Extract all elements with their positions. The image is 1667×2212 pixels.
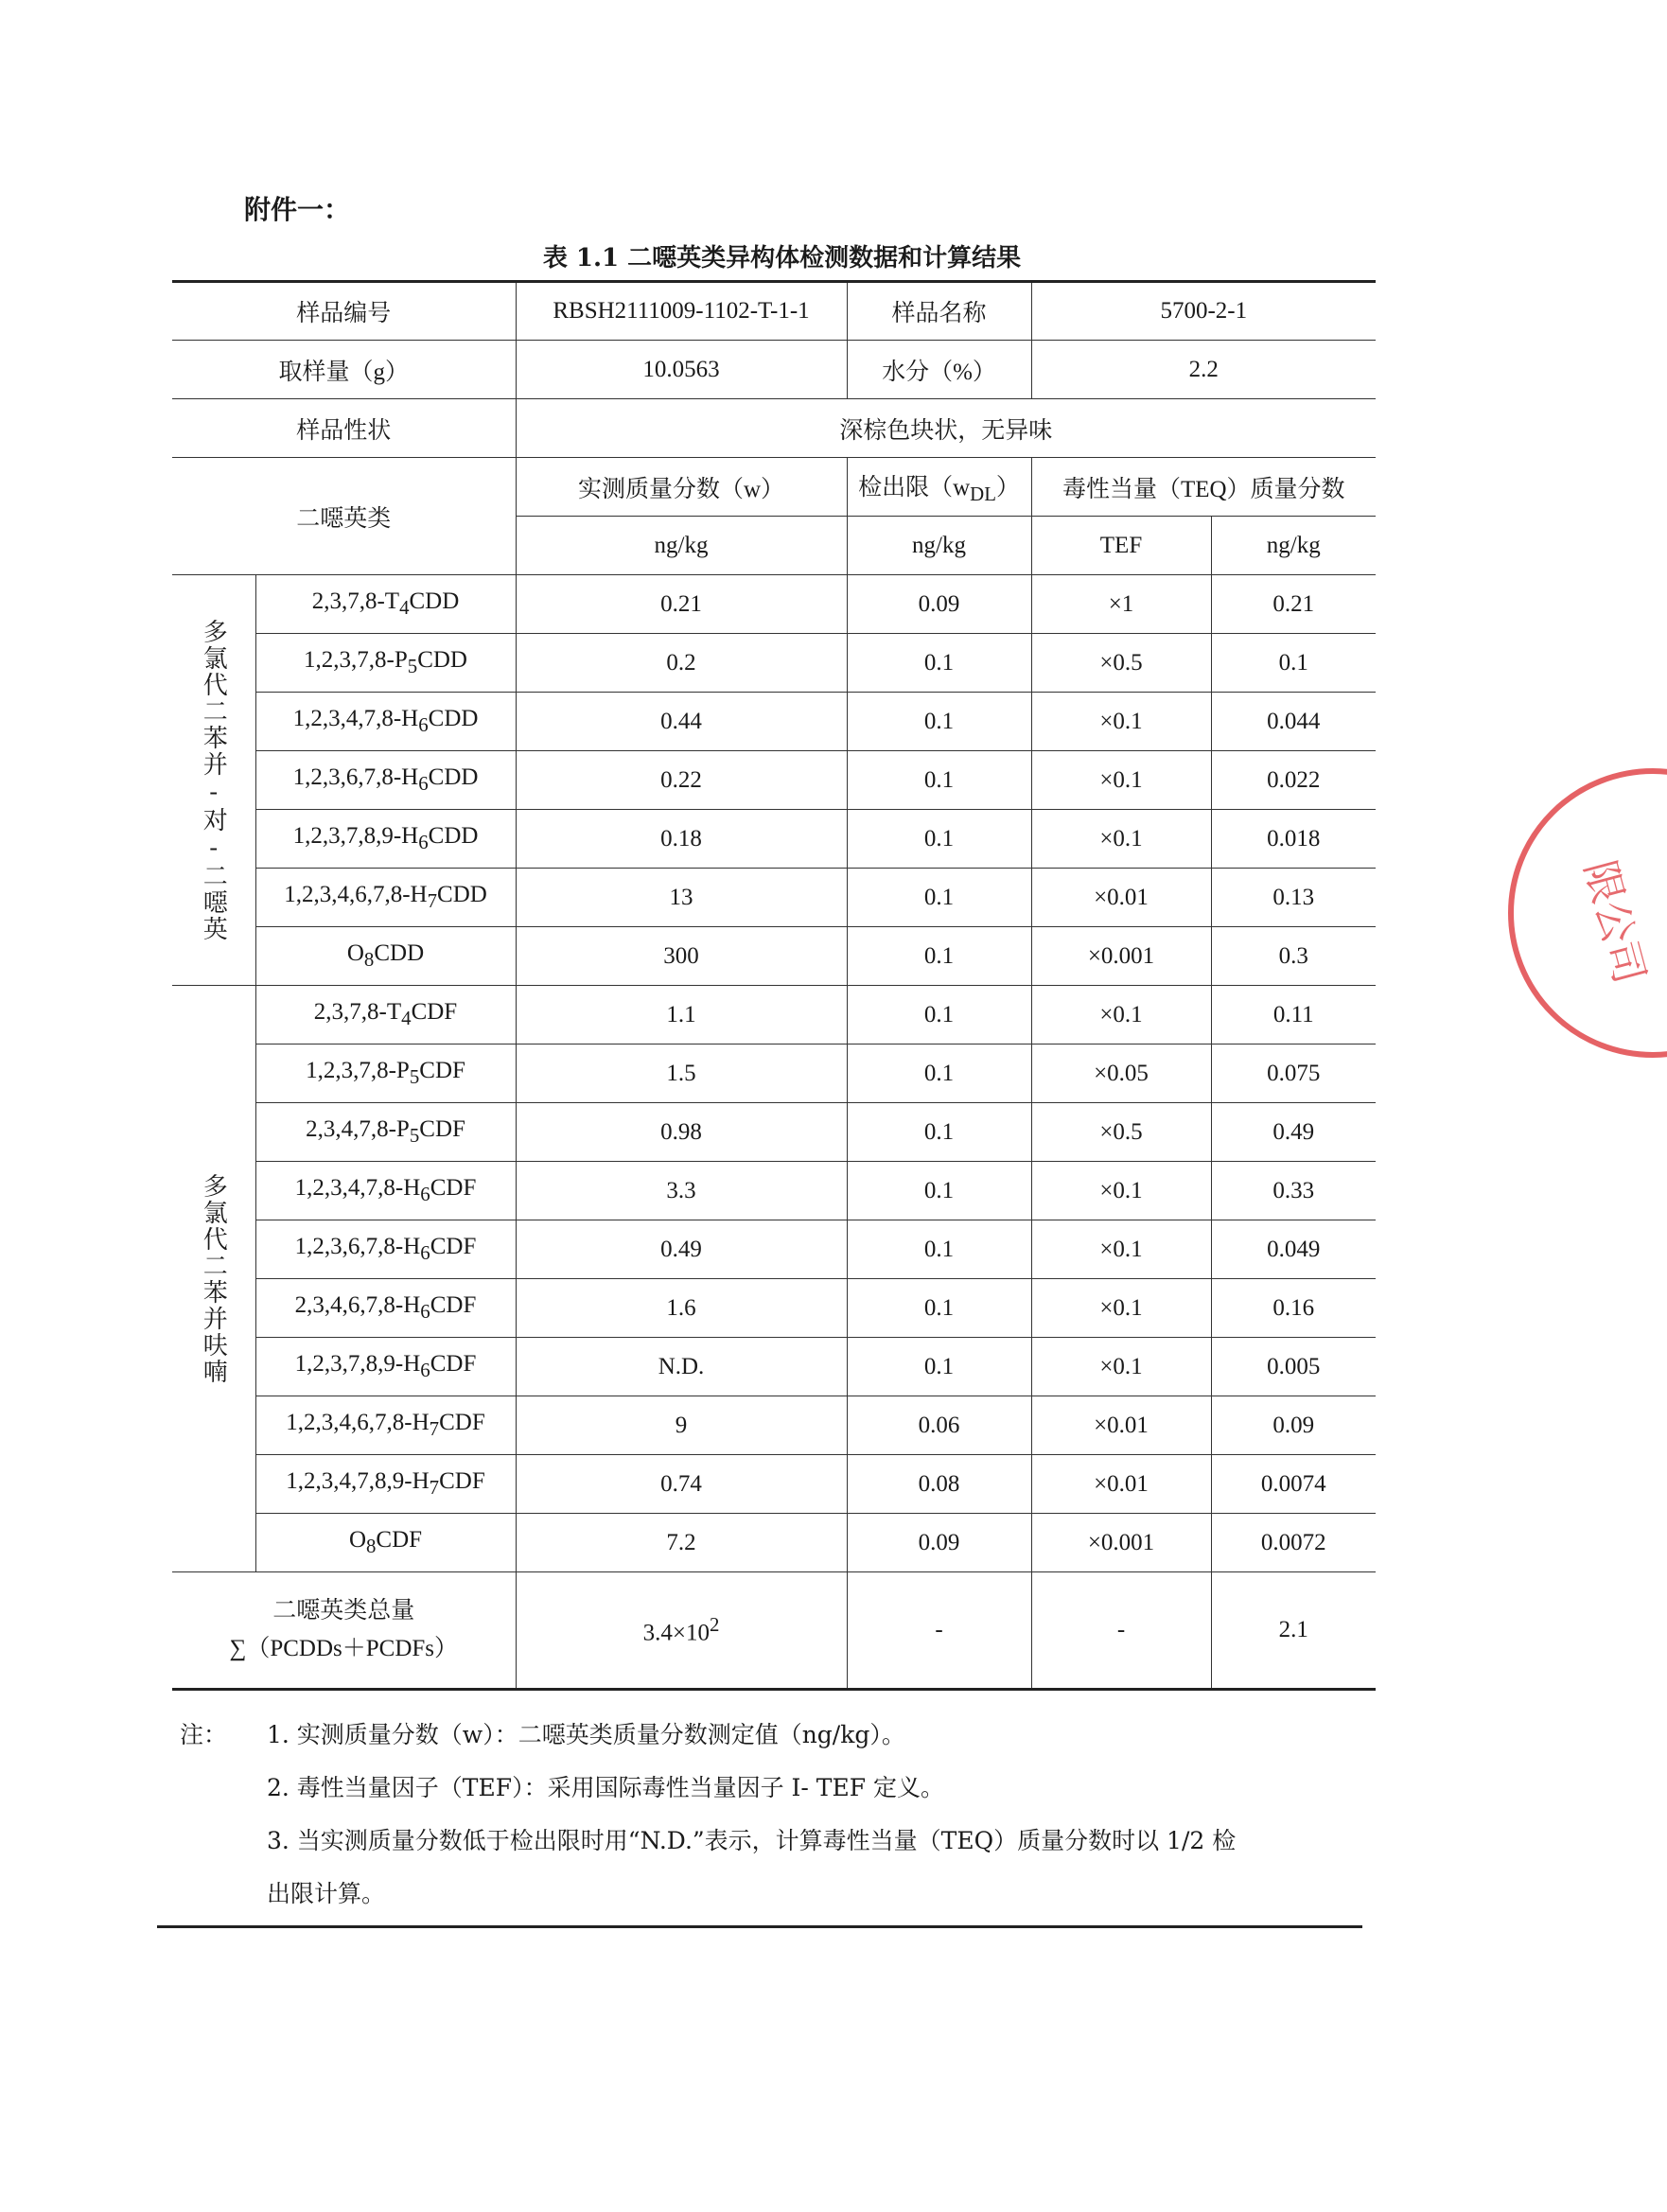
teq-value: 0.09	[1211, 1396, 1376, 1455]
compound-name-suffix: CDD	[374, 940, 425, 966]
compound-subscript: 5	[409, 1065, 420, 1088]
compound-name-prefix: 1,2,3,4,6,7,8-H	[286, 1410, 430, 1435]
w-value: 0.49	[516, 1220, 847, 1279]
sample-no-row	[172, 282, 1376, 341]
total-dl-value: -	[847, 1572, 1031, 1690]
dl-value: 0.1	[847, 927, 1031, 986]
teq-value: 0.3	[1211, 927, 1376, 986]
compound-subscript: 8	[366, 1535, 377, 1557]
compound-name-prefix: 1,2,3,7,8-P	[304, 647, 408, 673]
compound-name-prefix: 1,2,3,4,7,8-H	[294, 1175, 421, 1201]
dl-value: 0.09	[847, 1514, 1031, 1572]
dl-value: 0.1	[847, 693, 1031, 751]
group-label-cell	[172, 986, 255, 1572]
table-row	[172, 693, 1376, 751]
compound-name-suffix: CDF	[439, 1468, 485, 1494]
table-row	[172, 1045, 1376, 1103]
table-row	[172, 869, 1376, 927]
note-line-4: 出限计算。	[267, 1880, 386, 1907]
group-label: 多氯代二苯并-对-二噁英	[200, 618, 228, 942]
total-label-line2: ∑（PCDDs＋PCDFs）	[229, 1636, 459, 1661]
compound-name-suffix: CDF	[430, 1351, 477, 1377]
teq-value: 0.022	[1211, 751, 1376, 810]
total-label	[172, 1572, 516, 1690]
compound-name-prefix: 2,3,7,8-T	[313, 999, 402, 1025]
compound-subscript: 6	[418, 772, 429, 795]
table-row	[172, 751, 1376, 810]
compound-cell	[255, 869, 516, 927]
compound-cell	[255, 1338, 516, 1396]
compound-subscript: 4	[401, 1007, 412, 1029]
teq-value: 0.0072	[1211, 1514, 1376, 1572]
sample-mass-label: 取样量（g）	[172, 341, 516, 399]
compound-cell	[255, 1455, 516, 1514]
dl-value: 0.1	[847, 1279, 1031, 1338]
compound-name-prefix: 1,2,3,4,7,8,9-H	[286, 1468, 430, 1494]
compound-subscript: 5	[407, 655, 418, 677]
compound-name-suffix: CDF	[439, 1410, 485, 1435]
compound-name-suffix: CDF	[430, 1234, 477, 1259]
table-row	[172, 1103, 1376, 1162]
compound-cell	[255, 575, 516, 634]
appearance-label: 样品性状	[172, 399, 516, 458]
compound-name-prefix: 1,2,3,4,7,8-H	[292, 706, 419, 731]
compound-subscript: 6	[418, 831, 429, 853]
total-row	[172, 1572, 1376, 1690]
teq-value: 0.11	[1211, 986, 1376, 1045]
notes-label: 注：	[180, 1721, 228, 1748]
compound-name-suffix: CDD	[409, 588, 460, 614]
note-line-3: 3. 当实测质量分数低于检出限时用“N.D.”表示，计算毒性当量（TEQ）质量分数时以 1/2 检	[267, 1827, 1237, 1854]
table-row	[172, 1396, 1376, 1455]
compound-name-suffix: CDD	[428, 706, 479, 731]
teq-unit: ng/kg	[1211, 517, 1376, 575]
teq-value: 0.13	[1211, 869, 1376, 927]
sample-name-label: 样品名称	[847, 282, 1031, 341]
dl-value: 0.1	[847, 751, 1031, 810]
total-tef-value: -	[1031, 1572, 1211, 1690]
appearance-row	[172, 399, 1376, 458]
compound-subscript: 6	[418, 713, 429, 736]
table-row	[172, 1514, 1376, 1572]
compound-subscript: 6	[420, 1359, 430, 1381]
tef-value: ×1	[1031, 575, 1211, 634]
note-line-2: 2. 毒性当量因子（TEF）：采用国际毒性当量因子 I- TEF 定义。	[267, 1774, 945, 1801]
compound-cell	[255, 634, 516, 693]
w-value: 7.2	[516, 1514, 847, 1572]
teq-value: 0.018	[1211, 810, 1376, 869]
w-value: 0.18	[516, 810, 847, 869]
table-row	[172, 1162, 1376, 1220]
sample-mass-value: 10.0563	[516, 341, 847, 399]
w-value: 13	[516, 869, 847, 927]
sample-no-label: 样品编号	[172, 282, 516, 341]
teq-value: 0.21	[1211, 575, 1376, 634]
compound-name-prefix: 2,3,4,7,8-P	[306, 1116, 410, 1142]
w-value: 9	[516, 1396, 847, 1455]
tef-unit: TEF	[1031, 517, 1211, 575]
dl-value: 0.06	[847, 1396, 1031, 1455]
compound-cell	[255, 810, 516, 869]
compound-name-suffix: CDD	[417, 647, 467, 673]
compound-cell	[255, 1103, 516, 1162]
w-value: 0.44	[516, 693, 847, 751]
tef-value: ×0.05	[1031, 1045, 1211, 1103]
compound-name-suffix: CDF	[430, 1292, 477, 1318]
compound-name-suffix: CDF	[419, 1058, 465, 1083]
sample-no-value: RBSH2111009-1102-T-1-1	[516, 282, 847, 341]
compound-subscript: 6	[420, 1183, 430, 1205]
compound-cell	[255, 693, 516, 751]
compound-cell	[255, 1396, 516, 1455]
table-row	[172, 927, 1376, 986]
table-row	[172, 1338, 1376, 1396]
w-value: 1.5	[516, 1045, 847, 1103]
dl-value: 0.1	[847, 1220, 1031, 1279]
compound-name-suffix: CDF	[411, 999, 458, 1025]
compound-cell	[255, 1514, 516, 1572]
header-row	[172, 458, 1376, 517]
table-row	[172, 634, 1376, 693]
table-row	[172, 810, 1376, 869]
w-value: 1.6	[516, 1279, 847, 1338]
compound-name-prefix: O	[346, 940, 364, 966]
compound-subscript: 5	[409, 1124, 420, 1147]
compound-name-suffix: CDF	[419, 1116, 465, 1142]
note-line-1: 1. 实测质量分数（w）：二噁英类质量分数测定值（ng/kg）。	[267, 1721, 905, 1748]
teq-value: 0.0074	[1211, 1455, 1376, 1514]
w-value: 0.21	[516, 575, 847, 634]
compound-name-prefix: 1,2,3,7,8-P	[306, 1058, 410, 1083]
sample-mass-row	[172, 341, 1376, 399]
compound-subscript: 7	[427, 889, 438, 912]
dl-value: 0.1	[847, 634, 1031, 693]
table-row	[172, 575, 1376, 634]
compound-name-suffix: CDF	[376, 1527, 423, 1553]
w-value: 1.1	[516, 986, 847, 1045]
teq-column-header: 毒性当量（TEQ）质量分数	[1031, 458, 1376, 517]
tef-value: ×0.001	[1031, 1514, 1211, 1572]
dl-value: 0.08	[847, 1455, 1031, 1514]
tef-value: ×0.5	[1031, 1103, 1211, 1162]
attachment-label: 附件一：	[244, 194, 351, 225]
total-teq-value: 2.1	[1211, 1572, 1376, 1690]
tef-value: ×0.1	[1031, 1162, 1211, 1220]
tef-value: ×0.1	[1031, 810, 1211, 869]
compound-name-prefix: 1,2,3,7,8,9-H	[292, 823, 419, 849]
compound-name-suffix: CDD	[437, 882, 487, 907]
tef-value: ×0.1	[1031, 1220, 1211, 1279]
compound-cell	[255, 986, 516, 1045]
compound-cell	[255, 1045, 516, 1103]
teq-value: 0.16	[1211, 1279, 1376, 1338]
total-w-value	[516, 1572, 847, 1690]
w-value: 0.74	[516, 1455, 847, 1514]
dl-column-header	[847, 458, 1031, 517]
compound-name-prefix: 1,2,3,6,7,8-H	[292, 764, 419, 790]
compound-name-prefix: 2,3,4,6,7,8-H	[294, 1292, 421, 1318]
w-value: N.D.	[516, 1338, 847, 1396]
compound-subscript: 7	[429, 1417, 440, 1440]
w-value: 300	[516, 927, 847, 986]
compound-subscript: 8	[363, 948, 375, 971]
w-value: 3.3	[516, 1162, 847, 1220]
compound-name-prefix: 2,3,7,8-T	[311, 588, 400, 614]
w-column-header: 实测质量分数（w）	[516, 458, 847, 517]
total-w-base: 3.4×10	[642, 1620, 710, 1646]
tef-value: ×0.001	[1031, 927, 1211, 986]
compound-subscript: 6	[420, 1241, 430, 1264]
compound-name-suffix: CDD	[428, 823, 479, 849]
table-row	[172, 1455, 1376, 1514]
moisture-label: 水分（%）	[847, 341, 1031, 399]
compound-subscript: 7	[429, 1476, 440, 1499]
dl-value: 0.1	[847, 1103, 1031, 1162]
dl-value: 0.1	[847, 869, 1031, 927]
tef-value: ×0.1	[1031, 986, 1211, 1045]
teq-value: 0.33	[1211, 1162, 1376, 1220]
compound-name-suffix: CDF	[430, 1175, 477, 1201]
dl-header-post: ）	[995, 474, 1020, 500]
appearance-value: 深棕色块状，无异味	[516, 399, 1376, 458]
tef-value: ×0.1	[1031, 693, 1211, 751]
tef-value: ×0.01	[1031, 1396, 1211, 1455]
w-value: 0.98	[516, 1103, 847, 1162]
dl-value: 0.1	[847, 1162, 1031, 1220]
results-table	[172, 280, 1376, 1691]
compound-cell	[255, 927, 516, 986]
compound-name-prefix: 1,2,3,4,6,7,8-H	[284, 882, 428, 907]
total-label-line1: 二噁英类总量	[272, 1598, 415, 1624]
tef-value: ×0.1	[1031, 1338, 1211, 1396]
tef-value: ×0.01	[1031, 1455, 1211, 1514]
tef-value: ×0.1	[1031, 1279, 1211, 1338]
w-value: 0.22	[516, 751, 847, 810]
sample-name-value: 5700-2-1	[1031, 282, 1376, 341]
tef-value: ×0.5	[1031, 634, 1211, 693]
dl-value: 0.1	[847, 810, 1031, 869]
dl-value: 0.1	[847, 1045, 1031, 1103]
compound-name-suffix: CDD	[428, 764, 479, 790]
end-rule	[157, 1925, 1362, 1928]
compound-cell	[255, 751, 516, 810]
company-seal-stamp	[1497, 757, 1667, 1069]
tef-value: ×0.01	[1031, 869, 1211, 927]
table-row	[172, 986, 1376, 1045]
tef-value: ×0.1	[1031, 751, 1211, 810]
teq-value: 0.005	[1211, 1338, 1376, 1396]
moisture-value: 2.2	[1031, 341, 1376, 399]
seal-text: 限公司	[1574, 855, 1654, 990]
w-unit: ng/kg	[516, 517, 847, 575]
compound-name-prefix: 1,2,3,7,8,9-H	[294, 1351, 421, 1377]
teq-value: 0.044	[1211, 693, 1376, 751]
compound-cell	[255, 1220, 516, 1279]
compound-name-prefix: 1,2,3,6,7,8-H	[294, 1234, 421, 1259]
compound-subscript: 4	[399, 596, 410, 619]
table-title: 表 1.1 二噁英类异构体检测数据和计算结果	[542, 244, 1022, 272]
group-label: 多氯代二苯并呋喃	[200, 1172, 228, 1385]
table-row	[172, 1220, 1376, 1279]
compound-name-prefix: O	[348, 1527, 366, 1553]
dl-value: 0.1	[847, 986, 1031, 1045]
dl-value: 0.09	[847, 575, 1031, 634]
teq-value: 0.49	[1211, 1103, 1376, 1162]
teq-value: 0.049	[1211, 1220, 1376, 1279]
table-row	[172, 1279, 1376, 1338]
total-w-exp: 2	[709, 1613, 720, 1637]
teq-value: 0.1	[1211, 634, 1376, 693]
compound-subscript: 6	[420, 1300, 430, 1323]
dl-header-pre: 检出限（w	[858, 474, 971, 500]
dl-unit: ng/kg	[847, 517, 1031, 575]
dl-header-sub: DL	[970, 482, 996, 505]
compound-column-header: 二噁英类	[172, 458, 516, 575]
compound-cell	[255, 1162, 516, 1220]
dl-value: 0.1	[847, 1338, 1031, 1396]
group-label-cell	[172, 575, 255, 986]
teq-value: 0.075	[1211, 1045, 1376, 1103]
w-value: 0.2	[516, 634, 847, 693]
compound-cell	[255, 1279, 516, 1338]
